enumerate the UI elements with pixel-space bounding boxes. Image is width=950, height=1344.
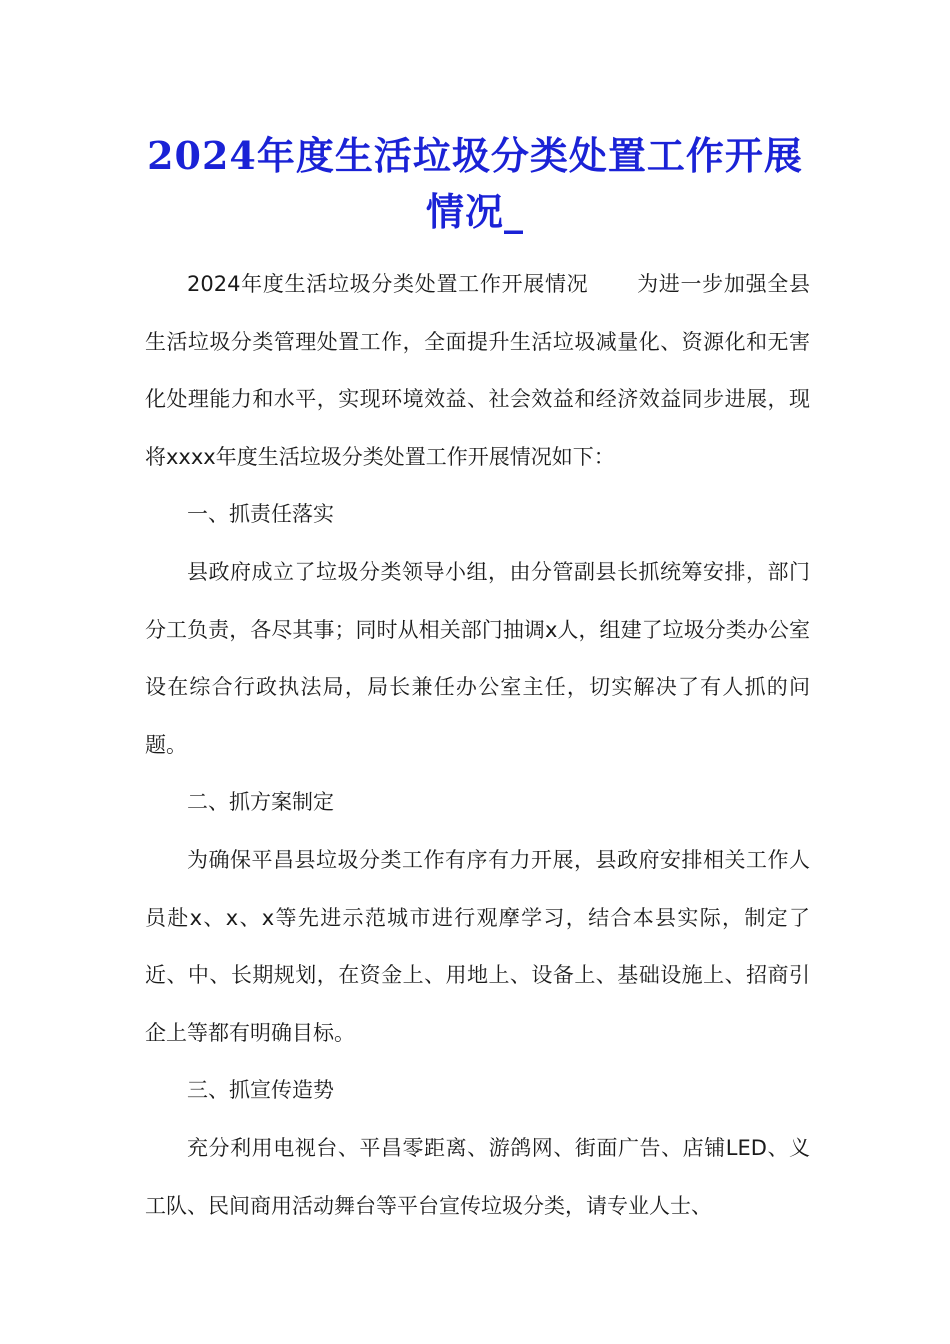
paragraph-section-1: 县政府成立了垃圾分类领导小组，由分管副县长抓统筹安排，部门分工负责，各尽其事；同时从相关部门抽调x人，组建了垃圾分类办公室设在综合行政执法局，局长兼任办公室主任，切实解决了有人抓的问题。 (145, 559, 810, 757)
section-heading-2: 二、抓方案制定 (187, 790, 334, 815)
document-title: 2024年度生活垃圾分类处置工作开展情况_ (147, 133, 803, 234)
paragraph-section-3: 充分利用电视台、平昌零距离、游鸽网、街面广告、店铺LED、义工队、民间商用活动舞台等平台宣传垃圾分类，请专业人士、 (145, 1135, 810, 1218)
intro-text: 为进一步加强全县生活垃圾分类管理处置工作，全面提升生活垃圾减量化、资源化和无害化处理能力和水平，实现环境效益、社会效益和经济效益同步进展，现将xxxx年度生活垃圾分类处置工作开展情况如下： (145, 272, 810, 469)
paragraph-section-2: 为确保平昌县垃圾分类工作有序有力开展，县政府安排相关工作人员赴x、x、x等先进示范城市进行观摩学习，结合本县实际，制定了近、中、长期规划，在资金上、用地上、设备上、基础设施上、招商引企上等都有明确目标。 (145, 847, 810, 1045)
section-heading-3: 三、抓宣传造势 (187, 1078, 334, 1103)
intro-lead: 2024年度生活垃圾分类处置工作开展情况 (187, 272, 589, 296)
section-heading-1: 一、抓责任落实 (187, 502, 334, 527)
document-body (145, 256, 810, 1235)
paragraph-intro (145, 256, 810, 486)
